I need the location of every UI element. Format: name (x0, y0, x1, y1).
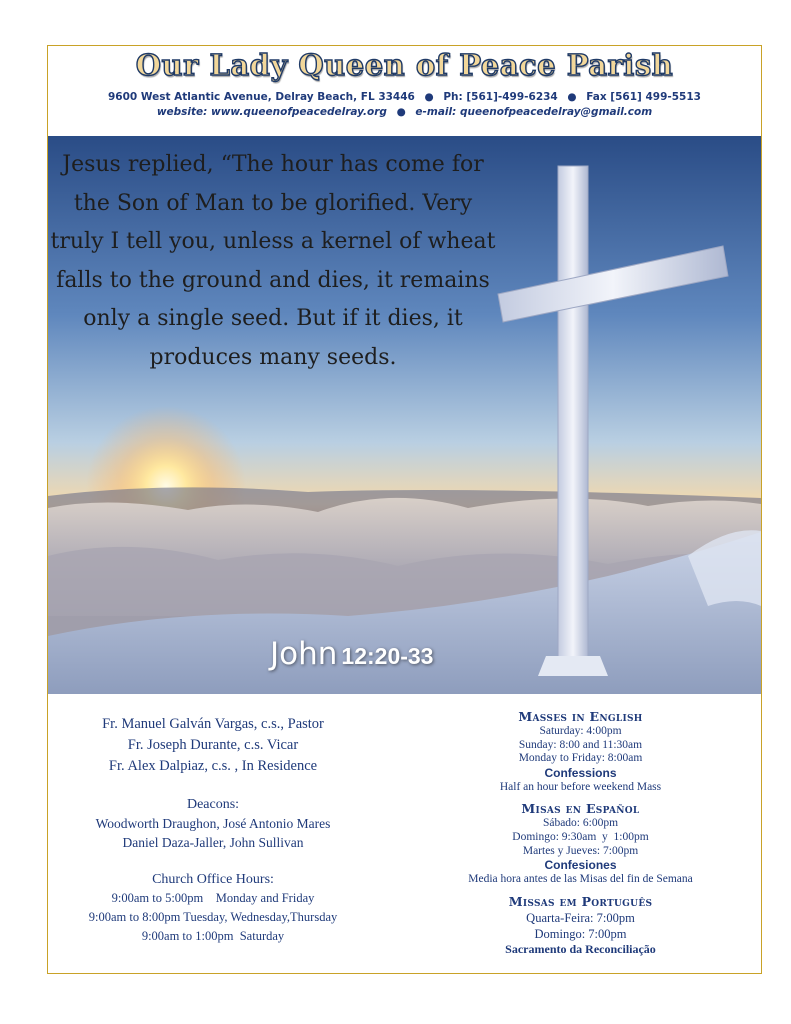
bulletin-frame (47, 45, 762, 974)
scripture-quote: Jesus replied, “The hour has come for the Son of Man to be glorified. Very truly I tell you, unless a kernel of wheat falls to the ground and dies, it remains only a single seed. But if it dies, it produces many seeds. (50, 152, 496, 370)
mass-time: Saturday: 4:00pm (539, 725, 622, 737)
contact-line (48, 91, 761, 103)
email-link[interactable]: e-mail: queenofpeacedelray@gmail.com (415, 106, 653, 118)
confessions-time: Half an hour before weekend Mass (499, 780, 662, 793)
deacons-line: Woodworth Draughon, José Antonio Mares (95, 816, 331, 831)
mass-time: Domingo: 7:00pm (534, 926, 627, 941)
clergy-vicar: Fr. Joseph Durante, c.s. Vicar (127, 737, 299, 753)
web-line (48, 106, 761, 118)
separator-dot: ● (396, 106, 406, 118)
confesiones-time: Media hora antes de las Misas del fin de Semana (468, 873, 693, 886)
masses-english-heading: Masses in English (518, 709, 643, 724)
phone: Ph: [561]-499-6234 (443, 91, 558, 103)
sacrament-reconciliation: Sacramento da Reconciliação (505, 941, 656, 956)
masses-english-section (408, 708, 753, 794)
confessions-heading: Confessions (544, 765, 617, 780)
mass-time: Martes y Jueves: 7:00pm (522, 844, 639, 857)
office-hours-line: 9:00am to 8:00pm Tuesday, Wednesday,Thursday (88, 910, 338, 924)
office-hours-line: 9:00am to 5:00pm Monday and Friday (111, 891, 315, 905)
verse-book: John (270, 636, 338, 672)
parish-title: Our Lady Queen of Peace Parish (135, 48, 674, 82)
deacons-line: Daniel Daza-Jaller, John Sullivan (122, 835, 304, 850)
hero-image (48, 136, 761, 694)
separator-dot: ● (567, 91, 577, 103)
fax: Fax [561] 499-5513 (586, 91, 701, 103)
missas-portugues-heading: Missas em Português (508, 893, 653, 909)
misas-espanol-heading: Misas en Español (521, 801, 640, 817)
confesiones-heading: Confesiones (544, 858, 617, 873)
mass-schedule-column (408, 708, 753, 963)
mass-time: Domingo: 9:30am y 1:00pm (512, 830, 649, 843)
mass-time: Sunday: 8:00 and 11:30am (518, 738, 643, 751)
clergy-column (48, 714, 378, 946)
mass-time: Quarta-Feira: 7:00pm (526, 910, 635, 925)
misas-espanol-section (408, 800, 753, 886)
office-hours-line: 9:00am to 1:00pm Saturday (141, 929, 285, 943)
website-link[interactable]: website: www.queenofpeacedelray.org (156, 106, 387, 118)
deacons-heading: Deacons: (186, 797, 240, 812)
office-hours-heading: Church Office Hours: (152, 872, 274, 887)
header (48, 46, 761, 136)
separator-dot: ● (424, 91, 434, 103)
mass-time: Monday to Friday: 8:00am (518, 752, 643, 765)
missas-portugues-section (408, 893, 753, 957)
verse-chapter: 12:20-33 (341, 643, 434, 669)
verse-reference (270, 636, 433, 672)
mass-time: Sábado: 6:00pm (542, 817, 619, 830)
address: 9600 West Atlantic Avenue, Delray Beach, FL 33446 (108, 91, 415, 103)
clergy-pastor: Fr. Manuel Galván Vargas, c.s., Pastor (102, 716, 324, 732)
clergy-in-residence: Fr. Alex Dalpiaz, c.s. , In Residence (108, 758, 318, 774)
